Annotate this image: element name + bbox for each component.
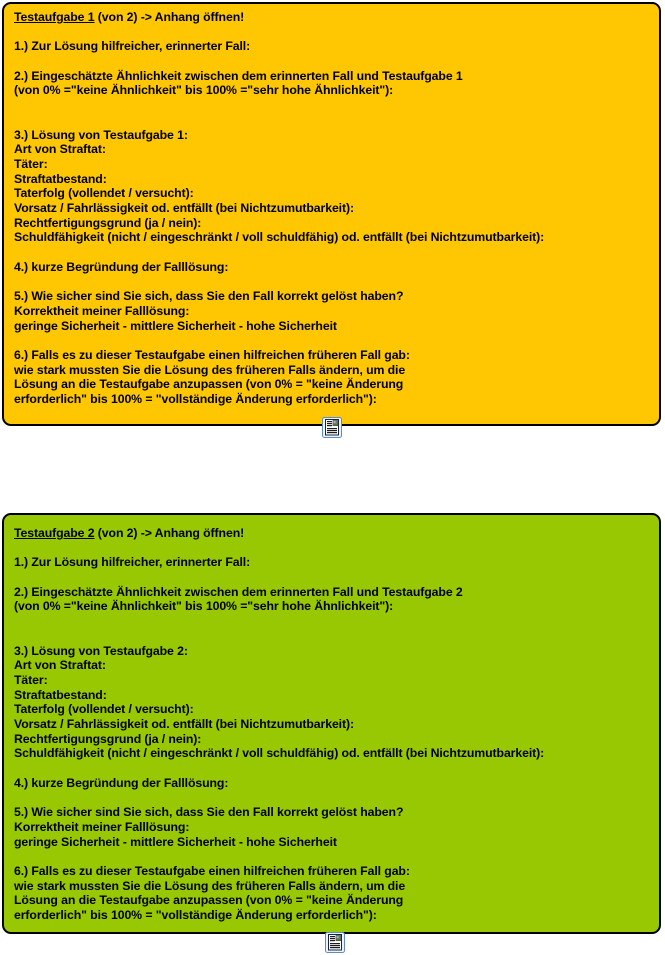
text-line xyxy=(14,333,649,348)
text-line: Korrektheit meiner Falllösung: xyxy=(14,303,190,318)
card-2-header xyxy=(14,526,649,541)
text-line xyxy=(14,275,649,290)
card-2-header-rest: (von 2) -> Anhang öffnen! xyxy=(94,526,245,540)
text-line: erforderlich" bis 100% = "vollständige Änderung erforderlich"): xyxy=(14,908,377,923)
text-line: Taterfolg (vollendet / versucht): xyxy=(14,186,194,201)
text-line: 3.) Lösung von Testaufgabe 2: xyxy=(14,643,188,658)
text-line: Straftatbestand: xyxy=(14,171,107,186)
text-line xyxy=(14,541,649,556)
text-line: 5.) Wie sicher sind Sie sich, dass Sie den Fall korrekt gelöst haben? xyxy=(14,289,404,304)
text-line: Schuldfähigkeit (nicht / eingeschränkt / voll schuldfähig) od. entfällt (bei Nichtzumutbarkeit): xyxy=(14,230,545,245)
attachment-object-icon[interactable] xyxy=(322,417,342,438)
task-card-1 xyxy=(2,2,661,426)
text-line xyxy=(14,614,649,629)
text-line xyxy=(14,25,649,40)
text-line: Vorsatz / Fahrlässigkeit od. entfällt (bei Nichtzumutbarkeit): xyxy=(14,717,354,732)
text-line: 3.) Lösung von Testaufgabe 1: xyxy=(14,127,188,142)
text-line: geringe Sicherheit - mittlere Sicherheit - hohe Sicherheit xyxy=(14,834,337,849)
text-line xyxy=(14,54,649,69)
text-line: 6.) Falls es zu dieser Testaufgabe einen hilfreichen früheren Fall gab: xyxy=(14,348,410,363)
text-line: Schuldfähigkeit (nicht / eingeschränkt / voll schuldfähig) od. entfällt (bei Nichtzumutbarkeit): xyxy=(14,746,545,761)
text-line: 6.) Falls es zu dieser Testaufgabe einen hilfreichen früheren Fall gab: xyxy=(14,864,410,879)
text-line xyxy=(14,761,649,776)
text-line: wie stark mussten Sie die Lösung des früheren Falls ändern, um die xyxy=(14,362,406,377)
card-2-body xyxy=(14,541,649,923)
card-2-title: Testaufgabe 2 xyxy=(14,526,95,540)
text-line: Lösung an die Testaufgabe anzupassen (von 0% = "keine Änderung xyxy=(14,377,404,392)
text-line: (von 0% ="keine Ähnlichkeit" bis 100% ="sehr hohe Ähnlichkeit"): xyxy=(14,599,394,614)
card-1-body xyxy=(14,25,649,407)
text-line xyxy=(14,245,649,260)
text-line: 5.) Wie sicher sind Sie sich, dass Sie den Fall korrekt gelöst haben? xyxy=(14,805,404,820)
text-line xyxy=(14,98,649,113)
attachment-object-icon[interactable] xyxy=(325,932,345,953)
card-1-header xyxy=(14,10,649,25)
text-line: wie stark mussten Sie die Lösung des früheren Falls ändern, um die xyxy=(14,878,406,893)
text-line: Taterfolg (vollendet / versucht): xyxy=(14,702,194,717)
text-line xyxy=(14,791,649,806)
text-line: Vorsatz / Fahrlässigkeit od. entfällt (bei Nichtzumutbarkeit): xyxy=(14,201,354,216)
text-line: (von 0% ="keine Ähnlichkeit" bis 100% ="sehr hohe Ähnlichkeit"): xyxy=(14,83,394,98)
text-line: Täter: xyxy=(14,672,48,687)
task-card-2 xyxy=(2,513,661,934)
text-line xyxy=(14,570,649,585)
text-line: Korrektheit meiner Falllösung: xyxy=(14,819,190,834)
text-line: 1.) Zur Lösung hilfreicher, erinnerter Fall: xyxy=(14,39,251,54)
text-line xyxy=(14,113,649,128)
card-1-header-rest: (von 2) -> Anhang öffnen! xyxy=(94,10,245,24)
text-line: 2.) Eingeschätzte Ähnlichkeit zwischen dem erinnerten Fall und Testaufgabe 2 xyxy=(14,584,463,599)
text-line: Rechtfertigungsgrund (ja / nein): xyxy=(14,731,202,746)
text-line: Täter: xyxy=(14,156,48,171)
text-line: Straftatbestand: xyxy=(14,687,107,702)
text-line xyxy=(14,629,649,644)
text-line: 1.) Zur Lösung hilfreicher, erinnerter Fall: xyxy=(14,555,251,570)
text-line: erforderlich" bis 100% = "vollständige Änderung erforderlich"): xyxy=(14,392,377,407)
text-line: Art von Straftat: xyxy=(14,658,106,673)
text-line: Art von Straftat: xyxy=(14,142,106,157)
text-line: Lösung an die Testaufgabe anzupassen (von 0% = "keine Änderung xyxy=(14,893,404,908)
text-line: 2.) Eingeschätzte Ähnlichkeit zwischen dem erinnerten Fall und Testaufgabe 1 xyxy=(14,68,463,83)
text-line: Rechtfertigungsgrund (ja / nein): xyxy=(14,215,202,230)
card-1-title: Testaufgabe 1 xyxy=(14,10,95,24)
text-line: 4.) kurze Begründung der Falllösung: xyxy=(14,775,229,790)
text-line: geringe Sicherheit - mittlere Sicherheit - hohe Sicherheit xyxy=(14,318,337,333)
text-line: 4.) kurze Begründung der Falllösung: xyxy=(14,259,229,274)
text-line xyxy=(14,849,649,864)
